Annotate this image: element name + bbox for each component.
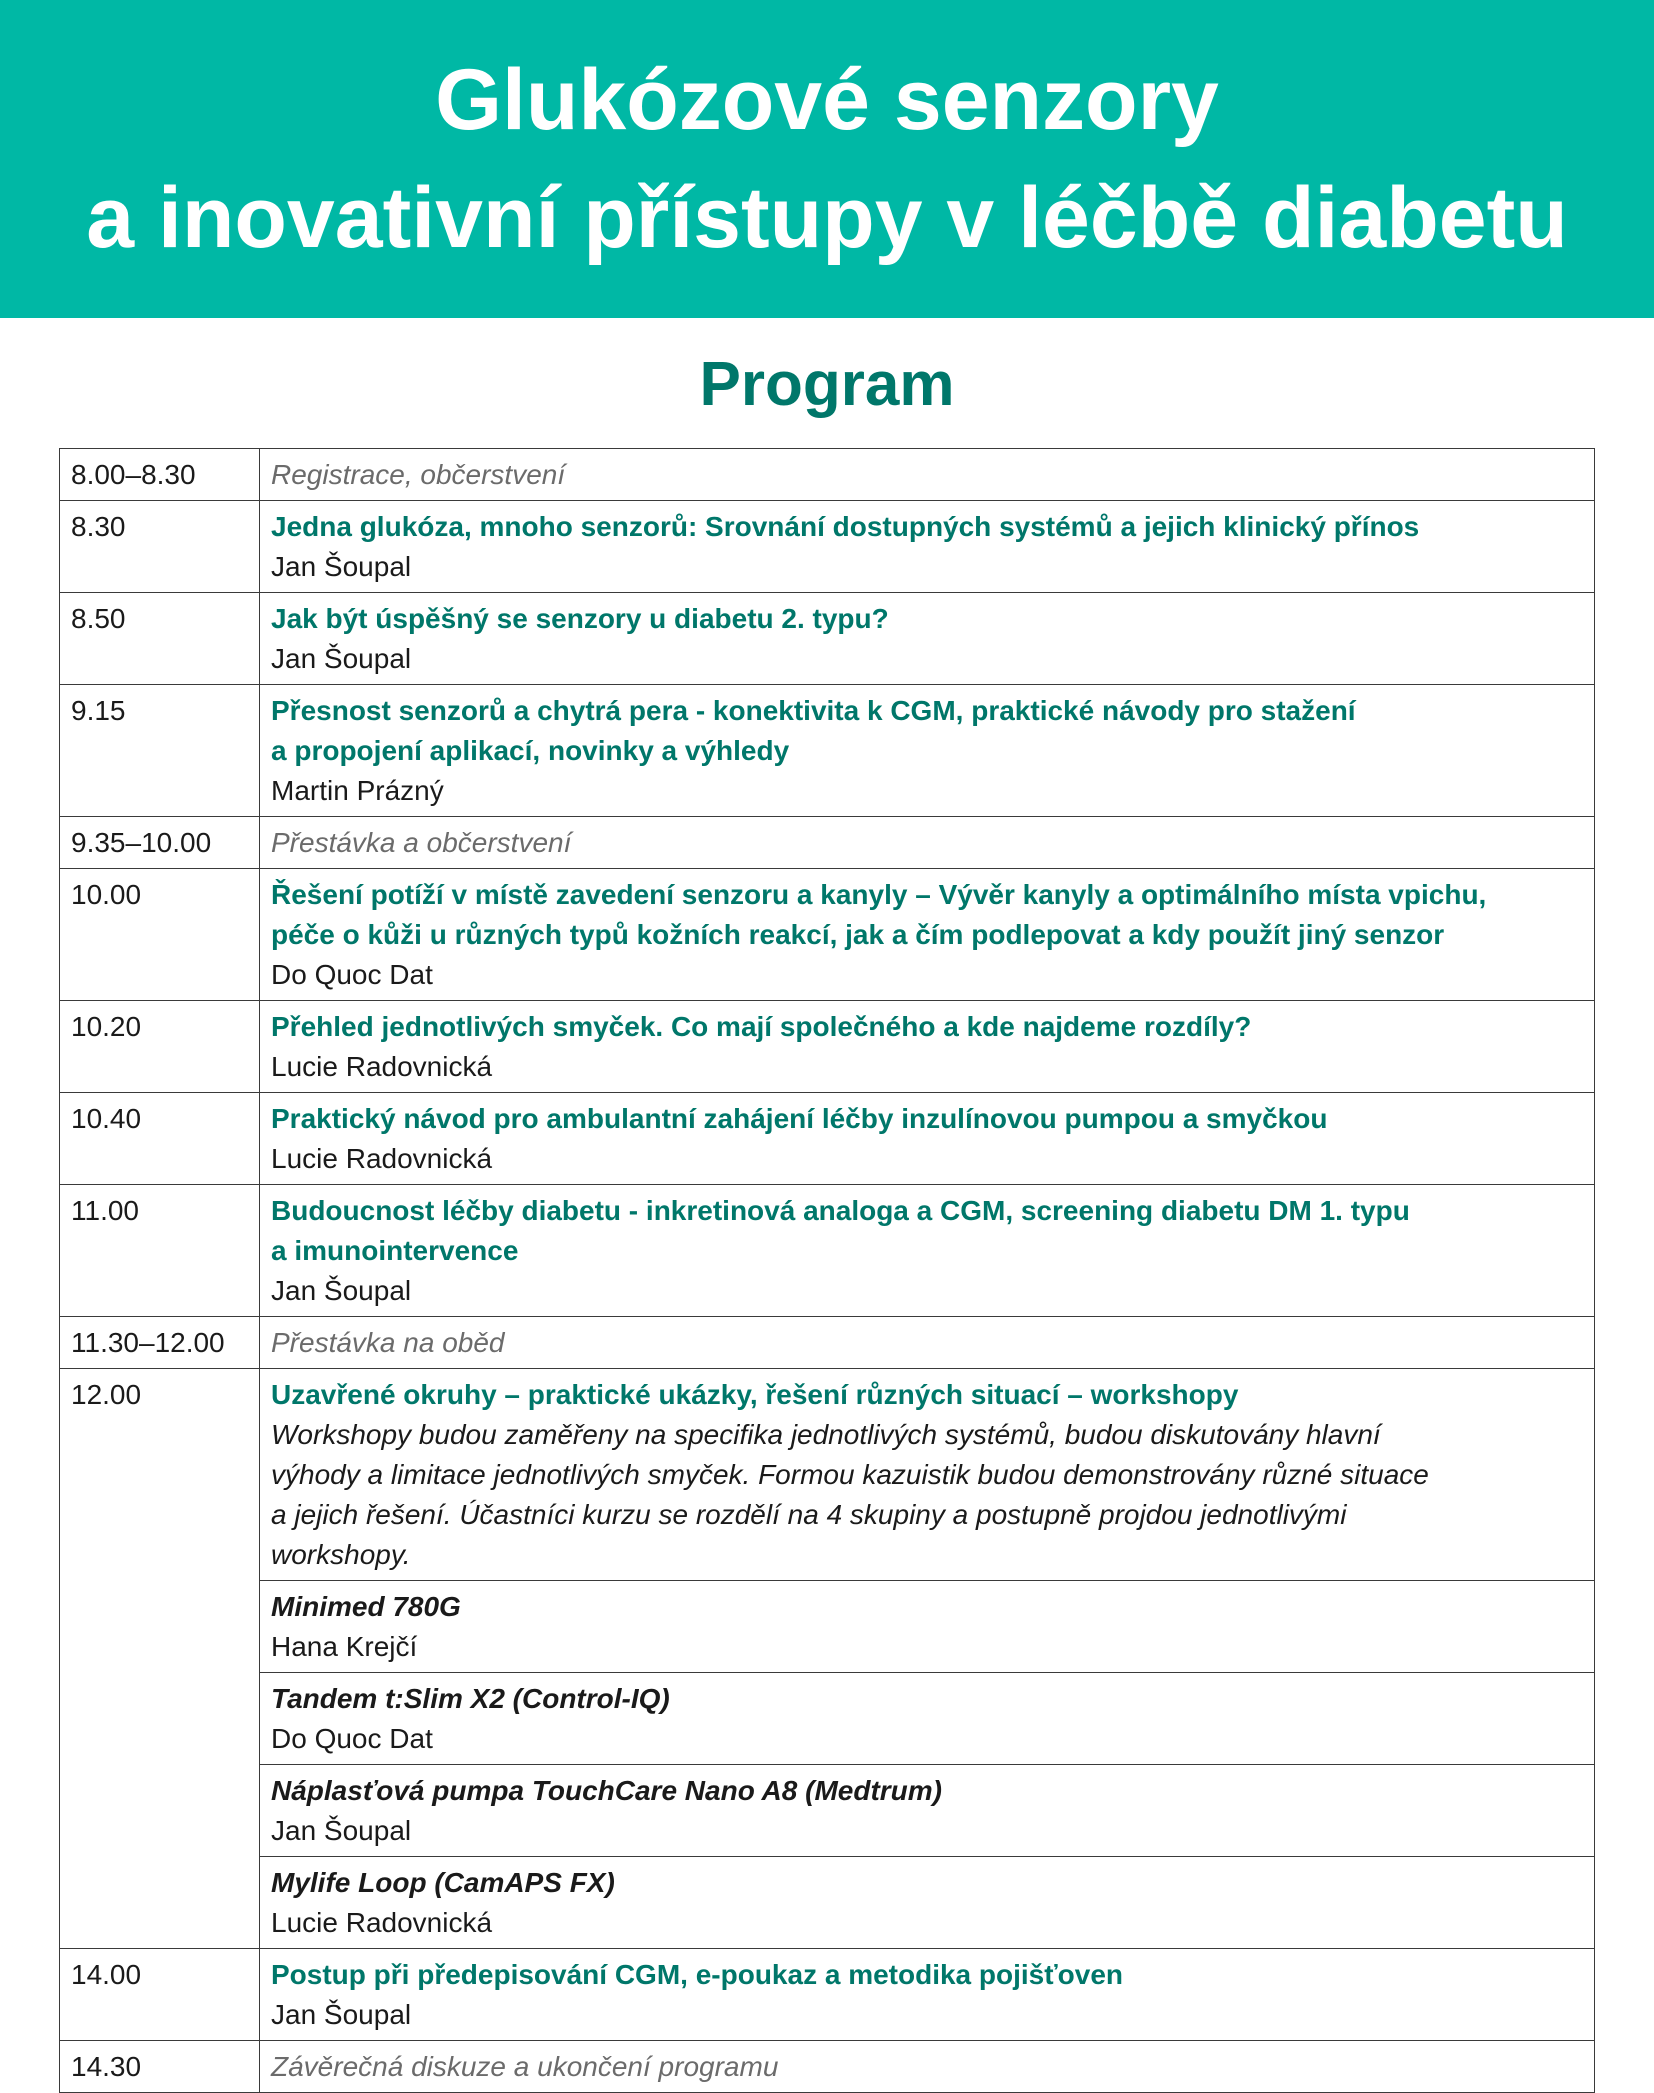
workshop-name: Mylife Loop (CamAPS FX) xyxy=(271,1867,615,1898)
speaker-name: Jan Šoupal xyxy=(271,643,412,674)
row-time: 8.30 xyxy=(60,501,260,593)
talk-title-line: a propojení aplikací, novinky a výhledy xyxy=(271,735,790,766)
row-content xyxy=(260,1093,1595,1185)
speaker-name: Jan Šoupal xyxy=(271,1999,412,2030)
description-line: a jejich řešení. Účastníci kurzu se rozdělí na 4 skupiny a postupně projdou jednotlivými xyxy=(271,1499,1347,1530)
row-content xyxy=(260,501,1595,593)
speaker-name: Jan Šoupal xyxy=(271,1275,412,1306)
workshop-row xyxy=(60,1581,1595,1673)
row-content xyxy=(260,1317,1595,1369)
workshop-content xyxy=(260,1765,1595,1857)
description-line: výhody a limitace jednotlivých smyček. Formou kazuistik budou demonstrovány různé situace xyxy=(271,1459,1429,1490)
table-row xyxy=(60,869,1595,1001)
talk-title: Jedna glukóza, mnoho senzorů: Srovnání dostupných systémů a jejich klinický přínos xyxy=(271,511,1420,542)
program-table xyxy=(59,448,1595,2093)
page-title-line2: a inovativní přístupy v léčbě diabetu xyxy=(86,170,1568,266)
speaker-name: Martin Prázný xyxy=(271,775,444,806)
row-content xyxy=(260,1369,1595,1581)
row-time: 12.00 xyxy=(60,1369,260,1949)
talk-title-line: Přesnost senzorů a chytrá pera - konektivita k CGM, praktické návody pro stažení xyxy=(271,695,1356,726)
talk-title: Přehled jednotlivých smyček. Co mají společného a kde najdeme rozdíly? xyxy=(271,1011,1252,1042)
header-banner xyxy=(0,0,1654,318)
table-row xyxy=(60,1093,1595,1185)
workshop-name: Náplasťová pumpa TouchCare Nano A8 (Medtrum) xyxy=(271,1775,942,1806)
table-row xyxy=(60,1185,1595,1317)
speaker-name: Jan Šoupal xyxy=(271,551,412,582)
row-time: 10.20 xyxy=(60,1001,260,1093)
workshop-content xyxy=(260,1673,1595,1765)
row-time: 11.00 xyxy=(60,1185,260,1317)
speaker-name: Jan Šoupal xyxy=(271,1815,412,1846)
speaker-name: Do Quoc Dat xyxy=(271,1723,433,1754)
talk-title-line: Řešení potíží v místě zavedení senzoru a kanyly – Vývěr kanyly a optimálního místa vpichu, xyxy=(271,879,1487,910)
talk-title: Postup při předepisování CGM, e-poukaz a metodika pojišťoven xyxy=(271,1959,1124,1990)
speaker-name: Lucie Radovnická xyxy=(271,1143,493,1174)
row-time: 14.00 xyxy=(60,1949,260,2041)
talk-title-line: a imunointervence xyxy=(271,1235,519,1266)
talk-title: Praktický návod pro ambulantní zahájení léčby inzulínovou pumpou a smyčkou xyxy=(271,1103,1328,1134)
table-row xyxy=(60,2041,1595,2093)
workshop-content xyxy=(260,1857,1595,1949)
table-row xyxy=(60,449,1595,501)
program-heading: Program xyxy=(699,350,955,419)
row-content xyxy=(260,593,1595,685)
workshop-row xyxy=(60,1673,1595,1765)
talk-title-line: Budoucnost léčby diabetu - inkretinová analoga a CGM, screening diabetu DM 1. typu xyxy=(271,1195,1410,1226)
table-row xyxy=(60,501,1595,593)
talk-title: Uzavřené okruhy – praktické ukázky, řešení různých situací – workshopy xyxy=(271,1379,1239,1410)
closing-note: Závěrečná diskuze a ukončení programu xyxy=(271,2051,779,2082)
workshop-name: Minimed 780G xyxy=(271,1591,461,1622)
table-row xyxy=(60,1001,1595,1093)
row-time: 10.40 xyxy=(60,1093,260,1185)
row-content xyxy=(260,449,1595,501)
row-time: 10.00 xyxy=(60,869,260,1001)
row-content xyxy=(260,2041,1595,2093)
description-line: Workshopy budou zaměřeny na specifika jednotlivých systémů, budou diskutovány hlavní xyxy=(271,1419,1381,1450)
row-content xyxy=(260,1001,1595,1093)
row-time: 8.50 xyxy=(60,593,260,685)
row-time: 9.15 xyxy=(60,685,260,817)
row-content xyxy=(260,1185,1595,1317)
talk-title: Jak být úspěšný se senzory u diabetu 2. typu? xyxy=(271,603,889,634)
description-line: workshopy. xyxy=(271,1539,411,1570)
talk-title-line: péče o kůži u různých typů kožních reakcí, jak a čím podlepovat a kdy použít jiný senzor xyxy=(271,919,1445,950)
row-content xyxy=(260,817,1595,869)
row-content xyxy=(260,685,1595,817)
workshop-row xyxy=(60,1857,1595,1949)
break-note: Přestávka a občerstvení xyxy=(271,827,572,858)
break-note: Přestávka na oběd xyxy=(271,1327,505,1358)
row-time: 14.30 xyxy=(60,2041,260,2093)
table-row xyxy=(60,1369,1595,1581)
workshop-name: Tandem t:Slim X2 (Control-IQ) xyxy=(271,1683,670,1714)
table-row xyxy=(60,593,1595,685)
row-time: 8.00–8.30 xyxy=(60,449,260,501)
speaker-name: Do Quoc Dat xyxy=(271,959,433,990)
table-row xyxy=(60,1317,1595,1369)
speaker-name: Lucie Radovnická xyxy=(271,1907,493,1938)
speaker-name: Hana Krejčí xyxy=(271,1631,418,1662)
table-row xyxy=(60,685,1595,817)
workshop-row xyxy=(60,1765,1595,1857)
speaker-name: Lucie Radovnická xyxy=(271,1051,493,1082)
page-title-line1: Glukózové senzory xyxy=(435,52,1219,148)
break-note: Registrace, občerstvení xyxy=(271,459,566,490)
row-content xyxy=(260,869,1595,1001)
workshop-content xyxy=(260,1581,1595,1673)
table-row xyxy=(60,817,1595,869)
row-time: 11.30–12.00 xyxy=(60,1317,260,1369)
row-content xyxy=(260,1949,1595,2041)
row-time: 9.35–10.00 xyxy=(60,817,260,869)
table-row xyxy=(60,1949,1595,2041)
